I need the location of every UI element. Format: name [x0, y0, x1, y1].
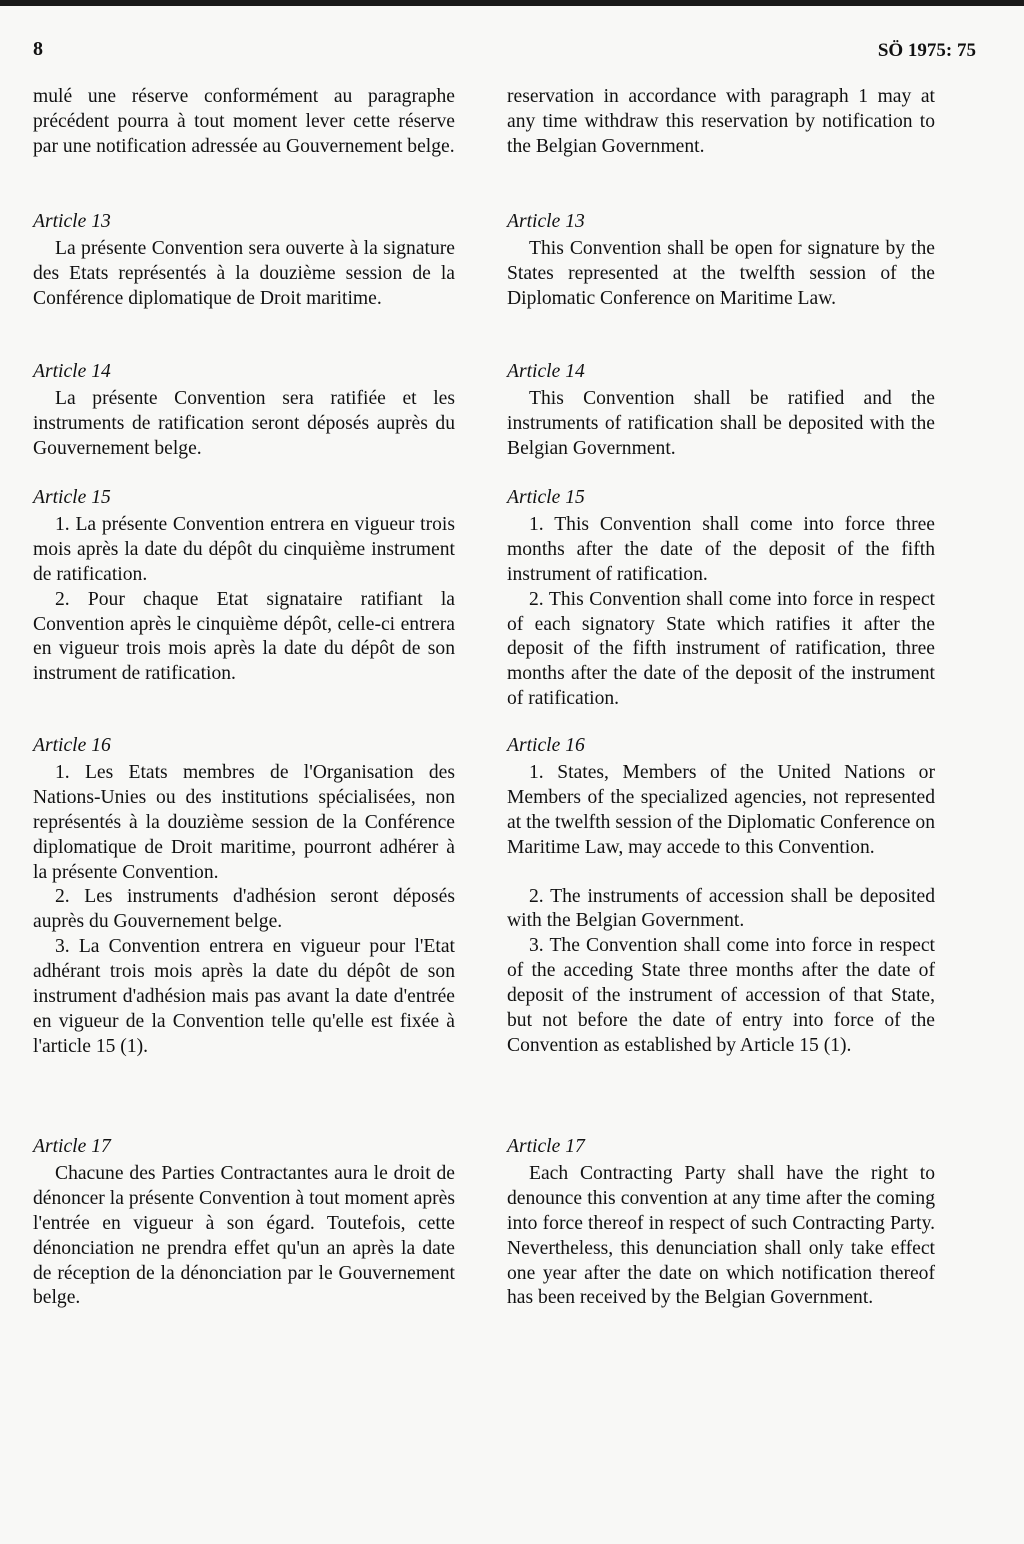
english-article-14: [507, 360, 935, 462]
french-article-13: [33, 210, 455, 312]
french-article-16: [33, 734, 455, 1060]
english-article-15-paragraph-2: 2. This Convention shall come into force in respect of each signatory State which ratifies it after the deposit of the fifth instrument of ratification, three months after the date of the deposit of the instrument of ratification.: [507, 588, 935, 710]
english-article-17-paragraph: Each Contracting Party shall have the right to denounce this convention at any time after the coming into force thereof in respect of such Contracting Party. Nevertheless, this denunciation shall only take effect one year after the date on which notification thereof has been received by the Belgian Government.: [507, 1162, 935, 1309]
french-intro: mulé une réserve conformément au paragraphe précédent pourra à tout moment lever cette réserve par une notification adressée au Gouvernement belge.: [33, 86, 455, 157]
french-article-16-paragraph-1: 1. Les Etats membres de l'Organisation des Nations-Unies ou des institutions spécialisées, non représentés à la douzième session de la Conférence diplomatique de Droit maritime, pourront adhérer à la présente Convention.: [33, 761, 455, 883]
french-article-15-heading: Article 15: [33, 487, 111, 508]
french-article-17: [33, 1135, 455, 1311]
french-article-14-paragraph: La présente Convention sera ratifiée et les instruments de ratification seront déposés auprès du Gouvernement belge.: [33, 387, 455, 459]
french-article-16-paragraph-2: 2. Les instruments d'adhésion seront déposés auprès du Gouvernement belge.: [33, 886, 455, 933]
french-intro-block: [33, 85, 455, 160]
french-article-16-paragraph-3: 3. La Convention entrera en vigueur pour l'Etat adhérant trois mois après la date du dépôt de son instrument d'adhésion mais pas avant la date d'entrée en vigueur de la Convention telle qu'elle est fixée à l'article 15 (1).: [33, 936, 455, 1057]
english-article-17: [507, 1135, 935, 1311]
english-article-13-paragraph: This Convention shall be open for signature by the States represented at the twelfth session of the Diplomatic Conference on Maritime Law.: [507, 237, 935, 309]
english-intro: reservation in accordance with paragraph 1 may at any time withdraw this reservation by notification to the Belgian Government.: [507, 86, 935, 157]
document-reference: SÖ 1975: 75: [877, 40, 976, 61]
english-intro-block: [507, 85, 935, 160]
french-article-15-paragraph-1: 1. La présente Convention entrera en vigueur trois mois après la date du dépôt du cinquième instrument de ratification.: [33, 513, 455, 585]
french-article-13-heading: Article 13: [33, 211, 111, 232]
english-article-16-paragraph-2: 2. The instruments of accession shall be deposited with the Belgian Government.: [507, 885, 935, 932]
english-article-13-heading: Article 13: [507, 211, 585, 232]
english-article-14-paragraph: This Convention shall be ratified and the instruments of ratification shall be deposited with the Belgian Government.: [507, 387, 935, 459]
english-article-16-paragraph-3: 3. The Convention shall come into force in respect of the acceding State three months after the date of deposit of the instrument of accession of that State, but not before the date of entry into force of the Convention as established by Article 15 (1).: [507, 935, 935, 1056]
english-article-15: [507, 486, 935, 712]
english-article-16: [507, 734, 935, 1059]
french-article-17-heading: Article 17: [33, 1136, 111, 1157]
english-article-15-paragraph-1: 1. This Convention shall come into force three months after the date of the deposit of the fifth instrument of ratification.: [507, 513, 935, 585]
english-article-16-heading: Article 16: [507, 735, 585, 756]
english-article-16-paragraph-1: 1. States, Members of the United Nations or Members of the specialized agencies, not represented at the twelfth session of the Diplomatic Conference on Maritime Law, may accede to this Convention.: [507, 761, 935, 858]
english-article-17-heading: Article 17: [507, 1136, 585, 1157]
french-article-16-heading: Article 16: [33, 735, 111, 756]
english-article-13: [507, 210, 935, 312]
page-number: 8: [33, 38, 43, 60]
french-article-13-paragraph: La présente Convention sera ouverte à la signature des Etats représentés à la douzième session de la Conférence diplomatique de Droit maritime.: [33, 237, 455, 309]
french-article-14: [33, 360, 455, 462]
english-article-14-heading: Article 14: [507, 361, 585, 382]
french-article-15-paragraph-2: 2. Pour chaque Etat signataire ratifiant la Convention après le cinquième dépôt, celle-ci entrera en vigueur trois mois après la date du dépôt de son instrument de ratification.: [33, 588, 455, 685]
french-article-14-heading: Article 14: [33, 361, 111, 382]
english-article-15-heading: Article 15: [507, 487, 585, 508]
top-border: [0, 0, 1024, 6]
french-article-17-paragraph: Chacune des Parties Contractantes aura le droit de dénoncer la présente Convention à tout moment après l'entrée en vigueur à son égard. Toutefois, cette dénonciation ne prendra effet qu'un an après la date de réception de la dénonciation par le Gouvernement belge.: [33, 1162, 455, 1309]
french-article-15: [33, 486, 455, 687]
